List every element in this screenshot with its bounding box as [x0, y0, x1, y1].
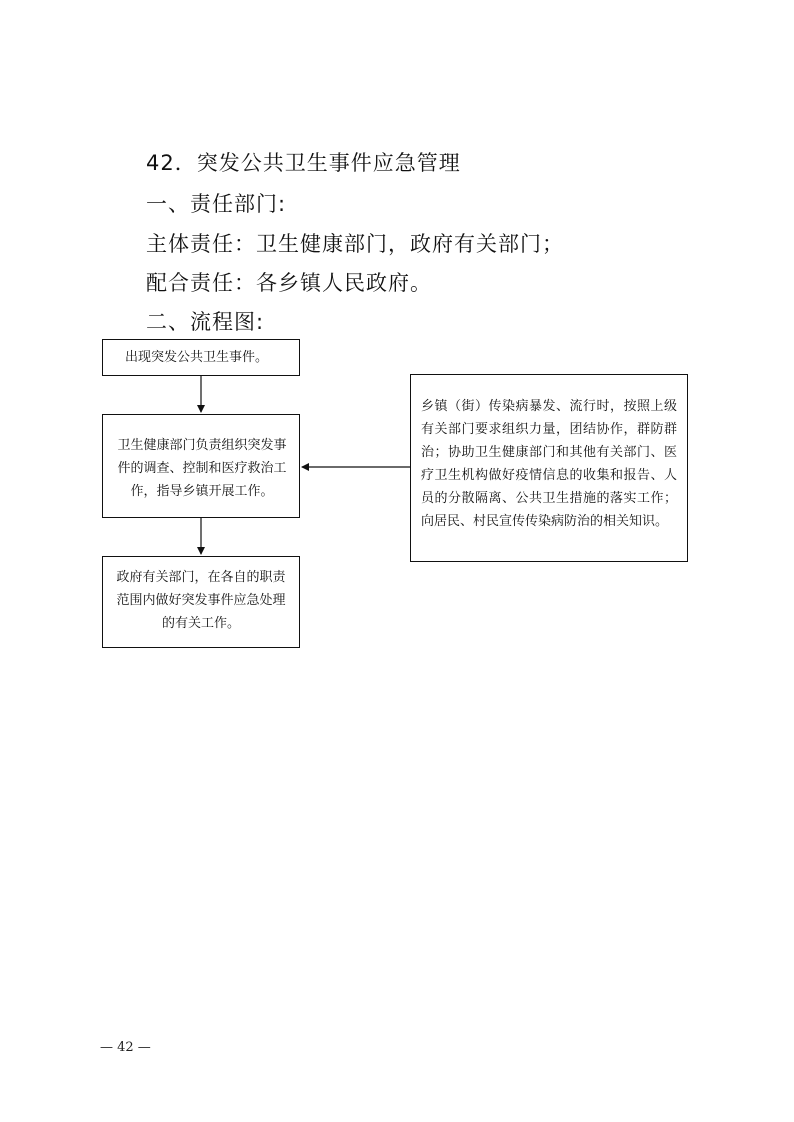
flow-box-township-cooperation [410, 374, 688, 562]
flow-box-government-departments [102, 556, 300, 648]
flow-box-event-occurs [102, 339, 300, 376]
main-responsibility-text: 主体责任：卫生健康部门，政府有关部门； [146, 232, 564, 256]
cooperative-responsibility-text: 配合责任：各乡镇人民政府。 [146, 271, 432, 295]
section-heading-responsible-departments: 一、责任部门: [146, 192, 287, 216]
section-heading-flowchart: 二、流程图: [146, 310, 265, 334]
flow-box-township-cooperation-text: 乡镇（街）传染病暴发、流行时，按照上级有关部门要求组织力量，团结协作，群防群治；协助卫生健康部门和其他有关部门、医疗卫生机构做好疫情信息的收集和报告、人员的分散隔离、公共卫生措施的落实工作；向居民、村民宣传传染病防治的相关知识。 [421, 399, 677, 529]
flow-box-government-departments-text: 政府有关部门，在各自的职责范围内做好突发事件应急处理的有关工作。 [116, 570, 286, 631]
flow-box-health-department-text: 卫生健康部门负责组织突发事件的调查、控制和医疗救治工作，指导乡镇开展工作。 [117, 438, 287, 499]
page-number: — 42 — [100, 1040, 151, 1055]
flow-box-health-department [102, 414, 300, 518]
document-heading: 42．突发公共卫生事件应急管理 [146, 151, 461, 175]
flow-box-event-occurs-text: 出现突发公共卫生事件。 [125, 350, 269, 365]
